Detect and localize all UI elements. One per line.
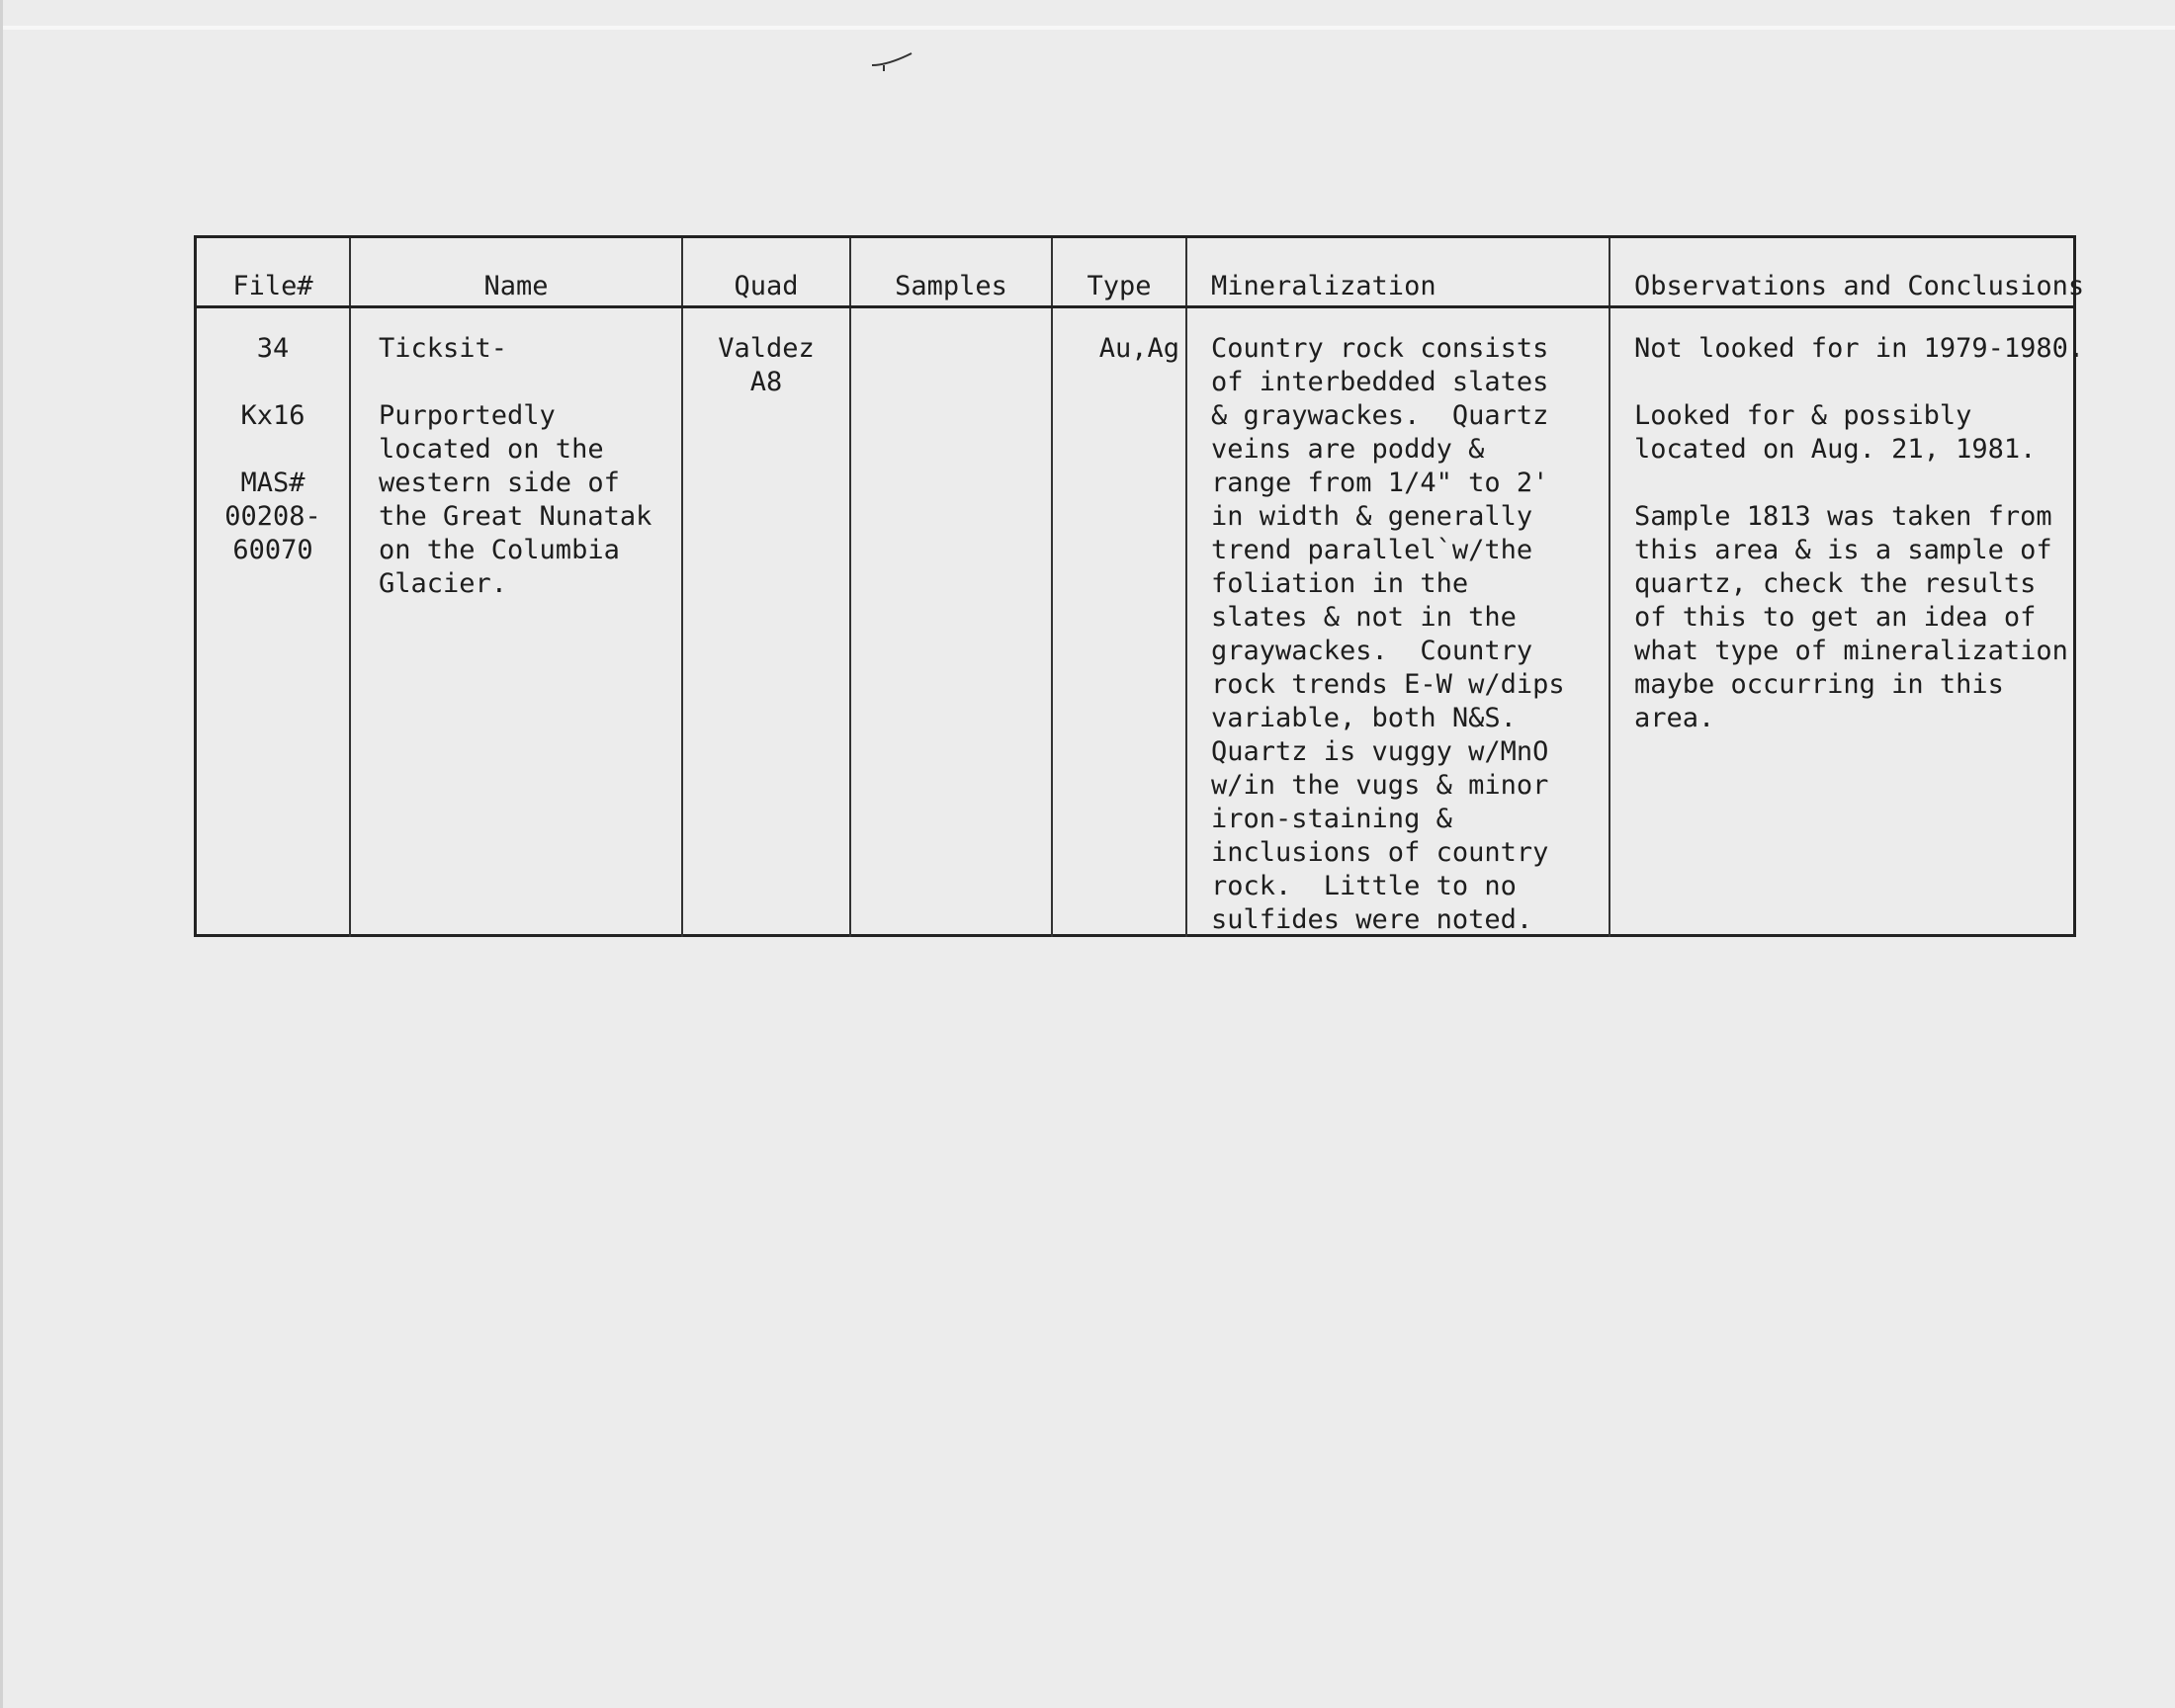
header-samples: Samples xyxy=(850,238,1052,307)
cell-observations xyxy=(1610,307,2085,938)
name-line: on the Columbia xyxy=(379,535,620,565)
mineralization-line: foliation in the xyxy=(1211,568,1469,599)
observation-line: Sample 1813 was taken from xyxy=(1634,501,2052,532)
file-code: Kx16 xyxy=(240,400,305,431)
name-line: located on the xyxy=(379,434,604,465)
observation-line: of this to get an idea of xyxy=(1634,602,2037,633)
mineralization-line: of interbedded slates xyxy=(1211,367,1549,397)
observation-line: located on Aug. 21, 1981. xyxy=(1634,434,2037,465)
mineralization-line: in width & generally xyxy=(1211,501,1533,532)
page-left-edge xyxy=(0,0,3,1708)
cell-type: Au,Ag xyxy=(1052,307,1186,938)
mineralization-line: trend parallel`w/the xyxy=(1211,535,1533,565)
observation-line: maybe occurring in this xyxy=(1634,669,2004,700)
file-number: 34 xyxy=(256,333,290,364)
cell-name xyxy=(350,307,682,938)
mineralization-line: Quartz is vuggy w/MnO xyxy=(1211,736,1549,767)
mineralization-line: & graywackes. Quartz xyxy=(1211,400,1549,431)
mineralization-line: inclusions of country xyxy=(1211,837,1549,868)
cell-mineralization xyxy=(1186,307,1610,938)
mas-number-2: 60070 xyxy=(232,535,313,565)
name-line: the Great Nunatak xyxy=(379,501,652,532)
mineralization-line: variable, both N&S. xyxy=(1211,703,1517,733)
observation-line: quartz, check the results xyxy=(1634,568,2037,599)
observation-line: this area & is a sample of xyxy=(1634,535,2052,565)
name-line: Purportedly xyxy=(379,400,556,431)
observation-line: what type of mineralization xyxy=(1634,636,2068,666)
quad-line-2: A8 xyxy=(749,367,783,397)
header-file: File# xyxy=(197,238,350,307)
observation-line: area. xyxy=(1634,703,1715,733)
header-observations: Observations and Conclusions xyxy=(1610,238,2073,307)
mineralization-line: sulfides were noted. xyxy=(1211,904,1533,935)
mineralization-line: Country rock consists xyxy=(1211,333,1549,364)
mas-number-1: 00208- xyxy=(224,501,321,532)
mineralization-line: slates & not in the xyxy=(1211,602,1517,633)
header-quad: Quad xyxy=(682,238,850,307)
table-row xyxy=(197,307,2073,938)
header-mineralization: Mineralization xyxy=(1186,238,1610,307)
cell-quad xyxy=(682,307,850,938)
header-type: Type xyxy=(1052,238,1186,307)
name-line: western side of xyxy=(379,468,620,498)
cell-samples xyxy=(850,307,1052,938)
name-line: Glacier. xyxy=(379,568,508,599)
observation-para-1: Not looked for in 1979-1980. xyxy=(1634,333,2085,364)
mineralization-line: rock. Little to no xyxy=(1211,871,1517,901)
observation-line: Looked for & possibly xyxy=(1634,400,1972,431)
page-top-edge xyxy=(0,26,2175,30)
mineralization-line: iron-staining & xyxy=(1211,804,1452,834)
record-table xyxy=(197,238,2085,937)
mas-label: MAS# xyxy=(240,468,305,498)
name-title: Ticksit- xyxy=(379,333,508,364)
cell-file xyxy=(197,307,350,938)
header-row xyxy=(197,238,2073,307)
mineralization-line: rock trends E-W w/dips xyxy=(1211,669,1565,700)
pen-tick-mark xyxy=(868,43,917,73)
mineralization-line: veins are poddy & xyxy=(1211,434,1485,465)
mine-record-table xyxy=(194,235,2085,937)
mineralization-line: w/in the vugs & minor xyxy=(1211,770,1549,801)
quad-line-1: Valdez xyxy=(718,333,815,364)
header-name: Name xyxy=(350,238,682,307)
mineralization-line: graywackes. Country xyxy=(1211,636,1533,666)
mineralization-line: range from 1/4" to 2' xyxy=(1211,468,1549,498)
